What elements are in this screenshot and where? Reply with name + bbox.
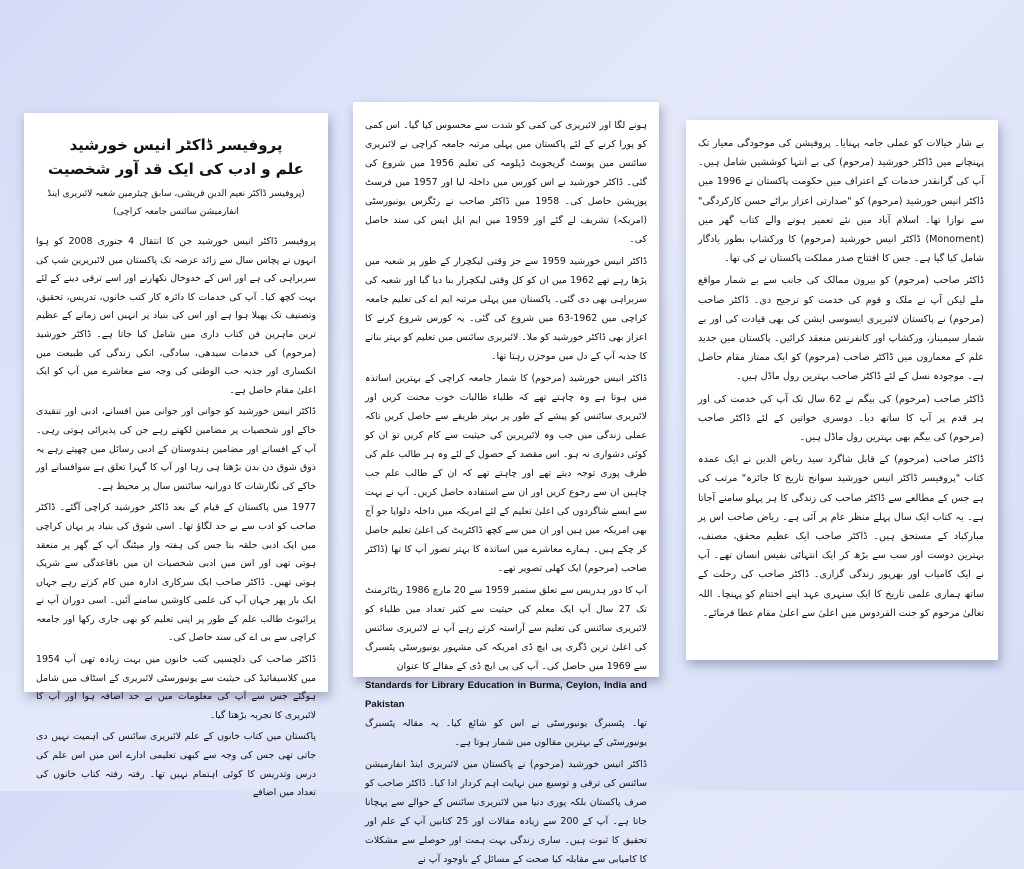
paragraph: ڈاکٹر انیس خورشید (مرحوم) کا شمار جامعہ کراچی کے بہترین اساتذہ میں ہوتا ہے وہ چاہتے تھے کہ طلباء طالبات خوب محنت کریں اور لائبریری سائنس کو پیشے کے طور پر بہتر طریقے سے حاصل کریں تاکہ عملی زندگی میں جب وہ لائبریرین کی حیثیت سے کام کریں تو ان کو کوئی دشواری نہ ہو۔ اس مقصد کے حصول کے لئے وہ ہر طالب علم کی طرف پوری توجہ دیتے تھے اور چاہتے تھے کہ ان کے طالب علم جب چاہیں ان سے رجوع کریں اور ان سے استفادہ حاصل کریں۔ آپ نے بہت سے ایسے شاگردوں کی اعلیٰ تعلیم کے لئے امریکہ میں داخلہ دلوایا جو آج بھی امریکہ میں ہیں اور ان میں سے کچھ ڈاکٹریٹ کی اعلیٰ تعلیم حاصل کر چکے ہیں۔ ہمارے معاشرے میں اساتذہ کا بہتر تصور آپ کا تھا (ڈاکٹر صاحب (مرحوم) ایک کھلی تصویر تھے۔ — [365, 373, 647, 574]
paragraph: پاکستان میں کتاب خانوں کے علم لائبریری سائنس کی اہمیت نہیں دی جاتی تھی جس کی وجہ سے کبھی تعلیمی ادارے اس میں اس علم کی درس وتدریس کا کوئی اہتمام نہیں تھا۔ رفتہ رفتہ کتاب خانوں کی تعداد میں اضافے — [36, 731, 316, 799]
page-middle — [353, 102, 659, 865]
paragraph: ڈاکٹر صاحب (مرحوم) کے قابل شاگرد سید ریاض الدین نے ایک عمدہ کتاب "پروفیسر ڈاکٹر انیس خورشید سوانح تاریخ کا جائزہ" مرتب کی ہے جس کے مطالعے سے ڈاکٹر صاحب کی زندگی کا ہر پہلو سامنے آجاتا ہے۔ یہ کتاب ایک سال پہلے منظر عام پر آئی ہے۔ ریاض صاحب اس پر مبارکباد کے مستحق ہیں۔ ڈاکٹر صاحب ایک عظیم محقق، مصنف، بہترین دوست اور سب سے بڑھ کر ایک انتہائی نفیس انسان تھے۔ آپ نے ایک کامیاب اور بھرپور زندگی گزاری۔ ڈاکٹر صاحب کی رحلت کے ساتھ ہماری علمی تاریخ کا ایک سنہری عہد اپنے اختتام کو پہنچا۔ اللہ تعالیٰ مرحوم کو جنت الفردوس میں اعلیٰ سے اعلیٰ مقام عطا فرمائے۔ — [698, 454, 984, 619]
paragraph: ڈاکٹر صاحب (مرحوم) کی بیگم نے 62 سال تک آپ کی خدمت کی اور ہر قدم پر آپ کا ساتھ دیا۔ دوسری خواتین کے لئے ڈاکٹر صاحب (مرحوم) کی بیگم بھی بہترین رول ماڈل ہیں۔ — [698, 393, 984, 444]
paragraph: آپ کا دور ہدریس سے تعلق ستمبر 1959 سے 20 مارچ 1986 ریٹائرمنٹ تک 27 سال آپ ایک معلم کی حیثیت سے کثیر تعداد میں طلباء کو لائبریری سائنس کی تعلیم سے آراستہ کرتے رہے آپ نے لائبریری سائنس کی اعلیٰ ترین ڈگری پی ایچ ڈی امریکہ کی مشہور یونیورسٹی پٹسبرگ سے 1969 میں حاصل کی۔ آپ کی پی ایچ ڈی کے مقالے کا عنوان — [365, 585, 647, 672]
page-right — [686, 120, 998, 660]
paragraph: بے شار خیالات کو عملی جامہ پہنایا۔ پروفیشن کی موجودگی معیار تک پہنچانے میں ڈاکٹر خورشید (مرحوم) کی بے انتہا کوششیں شامل ہیں۔ آپ کی گرانقدر خدمات کے اعتراف میں حکومت پاکستان نے 1996 میں ڈاکٹر انیس خورشید (مرحوم) کو "صدارتی اعزاز برائے حسن کارکردگی" سے نوازا تھا۔ اسلام آباد میں نئے تعمیر ہونے والے کتاب گھر میں (Monoment) ڈاکٹر انیس خورشید (مرحوم) کا ورکشاپ بطور یادگار شامل کیا گیا ہے۔ جس کا افتتاح صدر مملکت پاکستان نے کی تھا۔ — [698, 138, 984, 265]
thesis-title: Standards for Library Education in Burma, Ceylon, India and Pakistan — [365, 680, 647, 710]
paragraph: ڈاکٹر صاحب کی دلچسپی کتب خانوں میں بہت زیادہ تھی آپ 1954 میں کلاسیفائیڈ کی حیثیت سے یونیورسٹی لائبریری کے اسٹاف میں شامل ہوگئے جس سے آپ کی معلومات میں بے حد اضافہ ہوا اور آپ کا لائبریری کا تجربہ بڑھتا گیا۔ — [36, 654, 316, 721]
paragraph: تھا۔ پٹسبرگ یونیورسٹی نے اس کو شائع کیا۔ یہ مقالہ پٹسبرگ یونیورسٹی کے بہترین مقالوں میں شمار ہوتا ہے۔ — [365, 718, 647, 748]
byline: (پروفیسر ڈاکٹر نعیم الدین قریشی، سابق چیئرمین شعبہ لائبریری اینڈ انفارمیشن سائنس جامعہ کراچی) — [47, 189, 305, 217]
article-subtitle: علم و ادب کی ایک قد آور شخصیت — [48, 160, 304, 178]
paragraph: ہونے لگا اور لائبریری کی کمی کو شدت سے محسوس کیا گیا۔ اس کمی کو پورا کرنے کے لئے پاکستان میں پہلی مرتبہ جامعہ کراچی نے لائبریری سائنس میں پوسٹ گریجویٹ ڈپلومہ کی تعلیم 1956 میں شروع کی گئی۔ ڈاکٹر خورشید نے اس کورس میں داخلہ لیا اور 1957 میں فرسٹ پوزیشن حاصل کی۔ 1958 میں ڈاکٹر صاحب نے رٹگرس یونیورسٹی (امریکہ) تشریف لے گئے اور 1959 میں ایم ایل ایس کی سند حاصل کی۔ — [365, 120, 647, 245]
paragraph: ڈاکٹر انیس خورشید (مرحوم) نے پاکستان میں لائبریری اینڈ انفارمیشن سائنس کی ترقی و توسیع میں نہایت اہم کردار ادا کیا۔ ڈاکٹر صاحب کو صرف پاکستان بلکہ پوری دنیا میں لائبریری سائنس کے حوالے سے پہچانا جاتا ہے۔ آپ کے 200 سے زیادہ مقالات اور 25 کتابیں آپ کے علم اور تحقیق کا ثبوت ہیں۔ ساری زندگی بہت ہمت اور حوصلے سے مشکلات کا کامیابی سے مقابلہ کیا صحت کے مسائل کے باوجود آپ نے — [365, 759, 647, 865]
page-left — [24, 113, 328, 799]
article-title: پروفیسر ڈاکٹر انیس خورشید — [69, 136, 283, 154]
paragraph: ڈاکٹر انیس خورشید 1959 سے جز وقتی لیکچرار کے طور پر شعبہ میں پڑھا رہے تھے 1962 میں ان کو کل وقتی لیکچرار بنا دیا گیا اور شعبہ کی سربراہی بھی دی گئی۔ پاکستان میں پہلی مرتبہ ایم اے کی تعلیم جامعہ کراچی میں 1962-63 میں شروع کی گئی۔ یہ کورس شروع کرنے کا اعزاز بھی ڈاکٹر خورشید کو ملا۔ لائبریری سائنس میں تعلیم کو بہتر بنانے کا جذبہ آپ کے دل میں موجزن رہتا تھا۔ — [365, 256, 648, 362]
paragraph: ڈاکٹر انیس خورشید کو جوانی اور جوانی میں افسانے، ادبی اور تنقیدی خاکے اور شخصیات پر مضامین لکھنے رہے جن کی پذیرائی ہوتی رہی۔ آپ کے افسانے اور مضامین ہندوستان کے ادبی رسائل میں چھپتے رہے یہ ذوق شوق دن بدن بڑھتا ہی رہا اور آپ کا گہرا تعلق ہے سوافسانے اور خاکے کی نگارشات کا دورانیہ سائنس سال پر محیط ہے۔ — [36, 406, 316, 492]
paragraph: پروفیسر ڈاکٹر انیس خورشید جن کا انتقال 4 جنوری 2008 کو ہوا انہوں نے پچاس سال سے زائد عرصہ تک پاکستان میں لائبریرین شپ کی سربراہی کی ہے اور اس کے خدوخال نکھارنے اور اسے ترقی دینے کے لئے بہت کچھ کیا۔ آپ کی خدمات کا دائرہ کار کتب خانوں، تدریس، تحقیق، وتصنیف تک پھیلا ہوا ہے اور اس کی بنیاد پر انہیں اس زمانے کے عظیم ترین ماہرین فن کتاب داری میں شامل کیا جاتا ہے۔ ڈاکٹر خورشید (مرحوم) کی خدمات سیدھی، سادگی، انکی زندگی کی طبیعت میں انکساری اور جذبہ حب الوطنی کی وجہ سے معاشرے میں آپ کو ایک اعلیٰ مقام حاصل ہے۔ — [36, 236, 317, 396]
paragraph: 1977 میں پاکستان کے قیام کے بعد ڈاکٹر خورشید کراچی آگئے۔ ڈاکٹر صاحب کو ادب سے بے حد لگاؤ تھا۔ اسی شوق کی بنیاد پر یہاں کراچی میں ایک ادبی حلقہ بنا جس کی ہفتہ وار میٹنگ آپ کے گھر پر منعقد ہوتی تھی اور اس میں ادبی شخصیات ان میں باقاعدگی سے شریک ہوتی تھیں۔ ڈاکٹر صاحب ایک سرکاری ادارہ میں کام کرتے رہے جہاں ایک بار پھر جہاں آپ کی علمی کاوشیں سامنے آئیں۔ اسی دوران آپ نے پرائیوٹ طالب علم کے طور پر اپنی تعلیم کو بھی جاری رکھا اور جامعہ کراچی سے بی اے کی سند حاصل کی۔ — [36, 502, 316, 644]
thesis-paragraph — [365, 581, 647, 752]
paragraph: ڈاکٹر صاحب (مرحوم) کو بیرون ممالک کی جانب سے بے شمار مواقع ملے لیکن آپ نے ملک و قوم کی خدمت کو ترجیح دی۔ ڈاکٹر صاحب (مرحوم) نے پاکستان لائبریری ایسوسی ایشن کی بھی قیادت کی اور بے شمار سیمینار، ورکشاپ اور کانفرنس منعقد کرائیں۔ پاکستان میں جدید علم کے معماروں میں ڈاکٹر صاحب (مرحوم) کو ایک ممتاز مقام حاصل ہے۔ موجودہ نسل کے لئے ڈاکٹر صاحب بہترین رول ماڈل ہیں۔ — [698, 275, 984, 383]
article-header — [36, 133, 316, 221]
